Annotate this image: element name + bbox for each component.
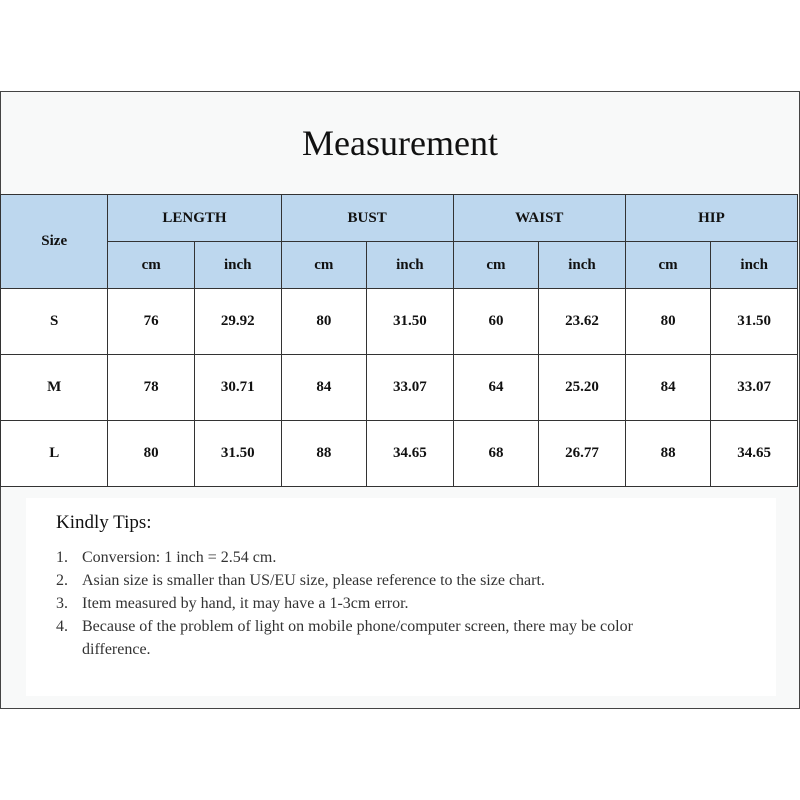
group-header-hip: HIP [625,195,797,242]
value-cell: 25.20 [539,355,626,421]
size-cell: S [1,289,108,355]
unit-header: cm [453,242,539,289]
value-cell: 84 [281,355,367,421]
size-header: Size [1,195,108,289]
kindly-tips [26,498,776,696]
tip-item [56,592,696,615]
tip-text: Conversion: 1 inch = 2.54 cm. [82,549,277,566]
value-cell: 31.50 [194,421,281,487]
tip-number: 1. [56,549,68,566]
unit-header: inch [711,242,798,289]
value-cell: 31.50 [367,289,454,355]
unit-header: inch [539,242,626,289]
value-cell: 68 [453,421,539,487]
table-row [1,421,798,487]
size-cell: M [1,355,108,421]
value-cell: 64 [453,355,539,421]
value-cell: 76 [108,289,195,355]
value-cell: 78 [108,355,195,421]
tip-item [56,546,696,569]
tip-text: Asian size is smaller than US/EU size, please reference to the size chart. [82,572,545,589]
value-cell: 34.65 [367,421,454,487]
tip-item [56,569,696,592]
value-cell: 30.71 [194,355,281,421]
unit-header: inch [367,242,454,289]
value-cell: 80 [108,421,195,487]
value-cell: 80 [281,289,367,355]
value-cell: 88 [281,421,367,487]
table-row [1,289,798,355]
value-cell: 33.07 [711,355,798,421]
size-chart [0,91,800,709]
unit-header: cm [281,242,367,289]
group-header-waist: WAIST [453,195,625,242]
tips-heading: Kindly Tips: [56,512,152,533]
tips-list [56,546,696,661]
tip-number: 4. [56,618,68,635]
value-cell: 33.07 [367,355,454,421]
size-cell: L [1,421,108,487]
tip-text: Item measured by hand, it may have a 1-3cm error. [82,595,409,612]
group-header-length: LENGTH [108,195,281,242]
value-cell: 26.77 [539,421,626,487]
group-header-bust: BUST [281,195,453,242]
value-cell: 88 [625,421,711,487]
tip-number: 2. [56,572,68,589]
unit-header: cm [108,242,195,289]
page-title: Measurement [302,123,498,163]
value-cell: 84 [625,355,711,421]
value-cell: 23.62 [539,289,626,355]
tip-number: 3. [56,595,68,612]
value-cell: 60 [453,289,539,355]
table-row [1,355,798,421]
unit-header: cm [625,242,711,289]
value-cell: 34.65 [711,421,798,487]
value-cell: 29.92 [194,289,281,355]
value-cell: 80 [625,289,711,355]
unit-header: inch [194,242,281,289]
size-table [0,194,798,487]
tip-text: Because of the problem of light on mobile phone/computer screen, there may be color difference. [82,618,633,658]
tip-item [56,615,696,661]
value-cell: 31.50 [711,289,798,355]
